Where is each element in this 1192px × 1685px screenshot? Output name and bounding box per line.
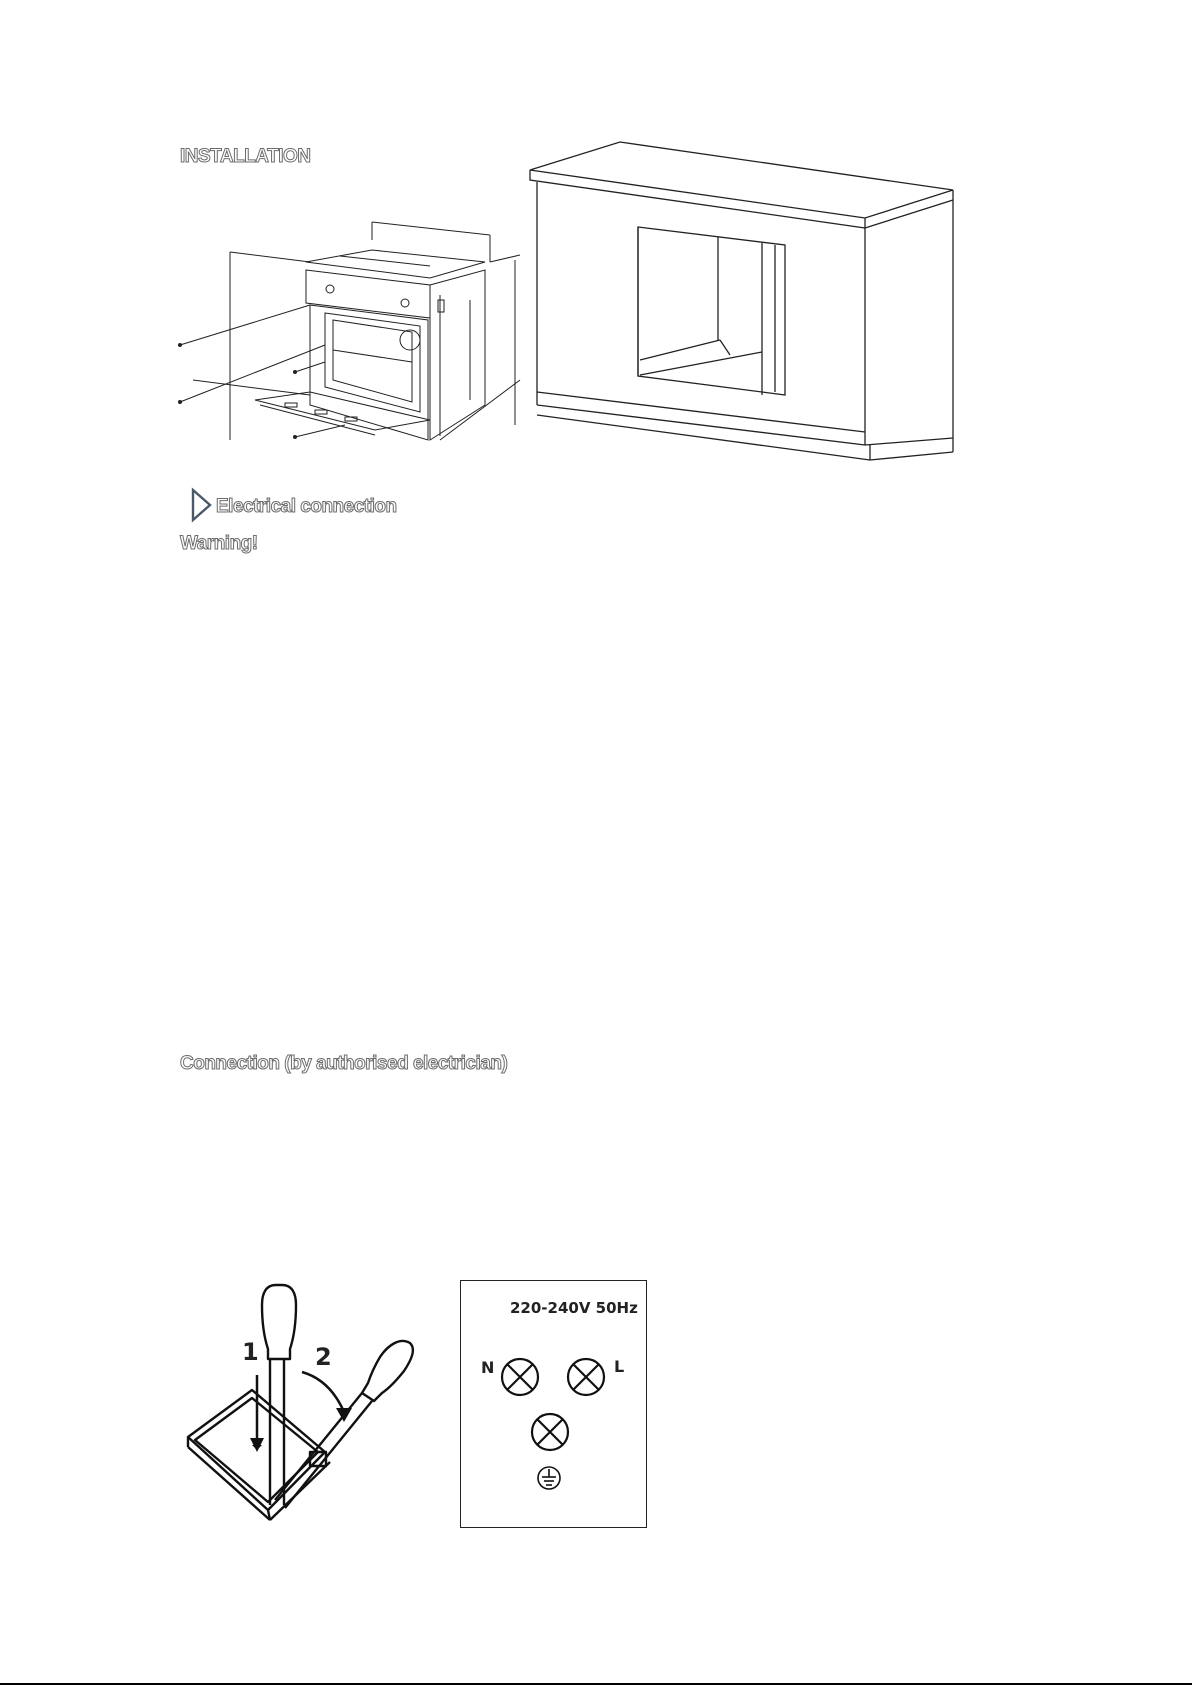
voltage-label: 220-240V 50Hz [510,1299,638,1317]
terminal-earth-icon [532,1414,568,1450]
terminal-l-icon [568,1359,604,1395]
terminal-n-icon [502,1359,538,1395]
connection-heading: Connection (by authorised electrician) [180,1053,508,1074]
earth-ground-icon [538,1467,560,1489]
terminal-n-label: N [481,1358,495,1377]
section-title: INSTALLATION [180,146,311,167]
step-1-label: 1 [242,1338,259,1366]
step-2-label: 2 [315,1343,332,1371]
warning-label: Warning! [180,533,258,554]
terminal-l-label: L [614,1357,625,1376]
subsection-title: Electrical connection [216,496,397,517]
terminal-diagram [460,1280,647,1528]
